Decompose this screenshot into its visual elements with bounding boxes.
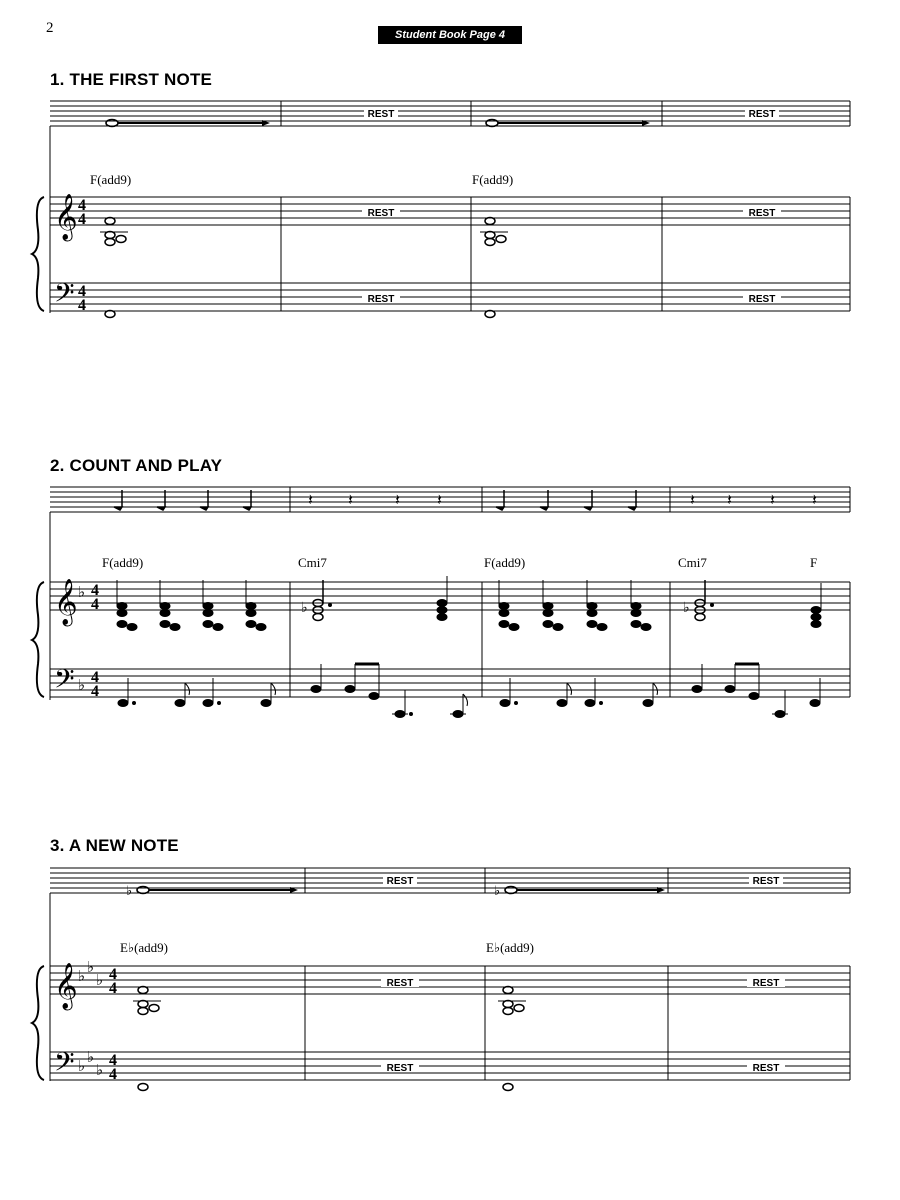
rest-label: REST	[748, 208, 776, 219]
time-signature-bottom: 4	[91, 683, 99, 700]
key-signature	[78, 959, 103, 1079]
rest-label: REST	[752, 1063, 780, 1074]
exercise-1-title: 1. THE FIRST NOTE	[50, 70, 213, 89]
treble-clef-icon: 𝄞	[54, 963, 78, 1009]
svg-text:♭: ♭	[683, 599, 690, 615]
bass-clef-icon: 𝄢	[54, 1046, 75, 1084]
time-signature-top: 4	[109, 966, 117, 983]
svg-text:𝄽: 𝄽	[812, 490, 817, 509]
time-signature-top: 4	[109, 1052, 117, 1069]
chord-symbol: E♭(add9)	[120, 940, 169, 955]
svg-text:𝄽: 𝄽	[348, 490, 353, 509]
rest-label: REST	[752, 978, 780, 989]
rest-label: REST	[386, 978, 414, 989]
flat-icon: ♭	[78, 677, 86, 694]
brace-icon	[32, 966, 44, 1080]
quarter-rest-icons	[308, 490, 817, 509]
time-signature-bottom: 4	[78, 297, 86, 314]
chord-symbol: F(add9)	[102, 555, 144, 570]
brace-icon	[32, 582, 44, 697]
svg-text:♭: ♭	[87, 959, 95, 976]
time-signature-bottom: 4	[109, 980, 117, 997]
chord-symbol: F(add9)	[90, 172, 132, 187]
treble-clef-icon: 𝄞	[54, 579, 78, 625]
time-signature-top: 4	[91, 582, 99, 599]
rest-label: REST	[386, 1063, 414, 1074]
rest-label: REST	[367, 294, 395, 305]
rest-label: REST	[752, 876, 780, 887]
time-signature-top: 4	[91, 669, 99, 686]
treble-clef-icon: 𝄞	[54, 194, 78, 240]
exercise-3-title: 3. A NEW NOTE	[50, 836, 179, 855]
rest-label: REST	[748, 294, 776, 305]
svg-text:𝄽: 𝄽	[308, 490, 313, 509]
exercise-1	[32, 101, 850, 318]
exercise-2-title: 2. COUNT AND PLAY	[50, 456, 223, 475]
time-signature-top: 4	[78, 283, 86, 300]
chord-notes	[133, 987, 526, 1091]
chord-notes	[100, 218, 508, 318]
svg-text:♭: ♭	[96, 1062, 104, 1079]
svg-text:♭: ♭	[87, 1049, 95, 1066]
flat-icon: ♭	[126, 883, 133, 898]
bass-staff	[50, 283, 850, 311]
rest-label: REST	[386, 876, 414, 887]
svg-text:𝄽: 𝄽	[437, 490, 442, 509]
time-signature-top: 4	[78, 197, 86, 214]
chord-symbol: F	[810, 555, 818, 570]
svg-text:♭: ♭	[78, 1058, 86, 1075]
treble-staff	[50, 197, 850, 225]
time-signature-bottom: 4	[91, 596, 99, 613]
chord-symbol: E♭(add9)	[486, 940, 535, 955]
svg-text:♭: ♭	[78, 968, 86, 985]
flat-icon: ♭	[494, 883, 501, 898]
rest-label: REST	[367, 109, 395, 120]
bass-staff	[50, 1052, 850, 1080]
exercise-2	[32, 487, 850, 718]
page-number: 2	[46, 20, 54, 36]
time-signature-bottom: 4	[109, 1066, 117, 1083]
rest-label: REST	[367, 208, 395, 219]
svg-text:𝄽: 𝄽	[395, 490, 400, 509]
exercise-3	[32, 868, 850, 1091]
svg-text:𝄽: 𝄽	[770, 490, 775, 509]
chord-symbol: Cmi7	[678, 555, 707, 570]
svg-text:𝄽: 𝄽	[690, 490, 695, 509]
bass-notes	[118, 664, 820, 718]
chord-symbol: Cmi7	[298, 555, 327, 570]
rest-label: REST	[748, 109, 776, 120]
chord-symbol: F(add9)	[472, 172, 514, 187]
brace-icon	[32, 197, 44, 311]
bass-clef-icon: 𝄢	[54, 277, 75, 315]
treble-staff	[50, 966, 850, 994]
svg-text:♭: ♭	[301, 599, 308, 615]
svg-text:♭: ♭	[96, 972, 104, 989]
flat-icon: ♭	[78, 584, 86, 601]
svg-text:𝄽: 𝄽	[727, 490, 732, 509]
student-book-badge: Student Book Page 4	[378, 26, 522, 44]
bass-clef-icon: 𝄢	[54, 663, 75, 701]
chord-symbol: F(add9)	[484, 555, 526, 570]
time-signature-bottom: 4	[78, 211, 86, 228]
